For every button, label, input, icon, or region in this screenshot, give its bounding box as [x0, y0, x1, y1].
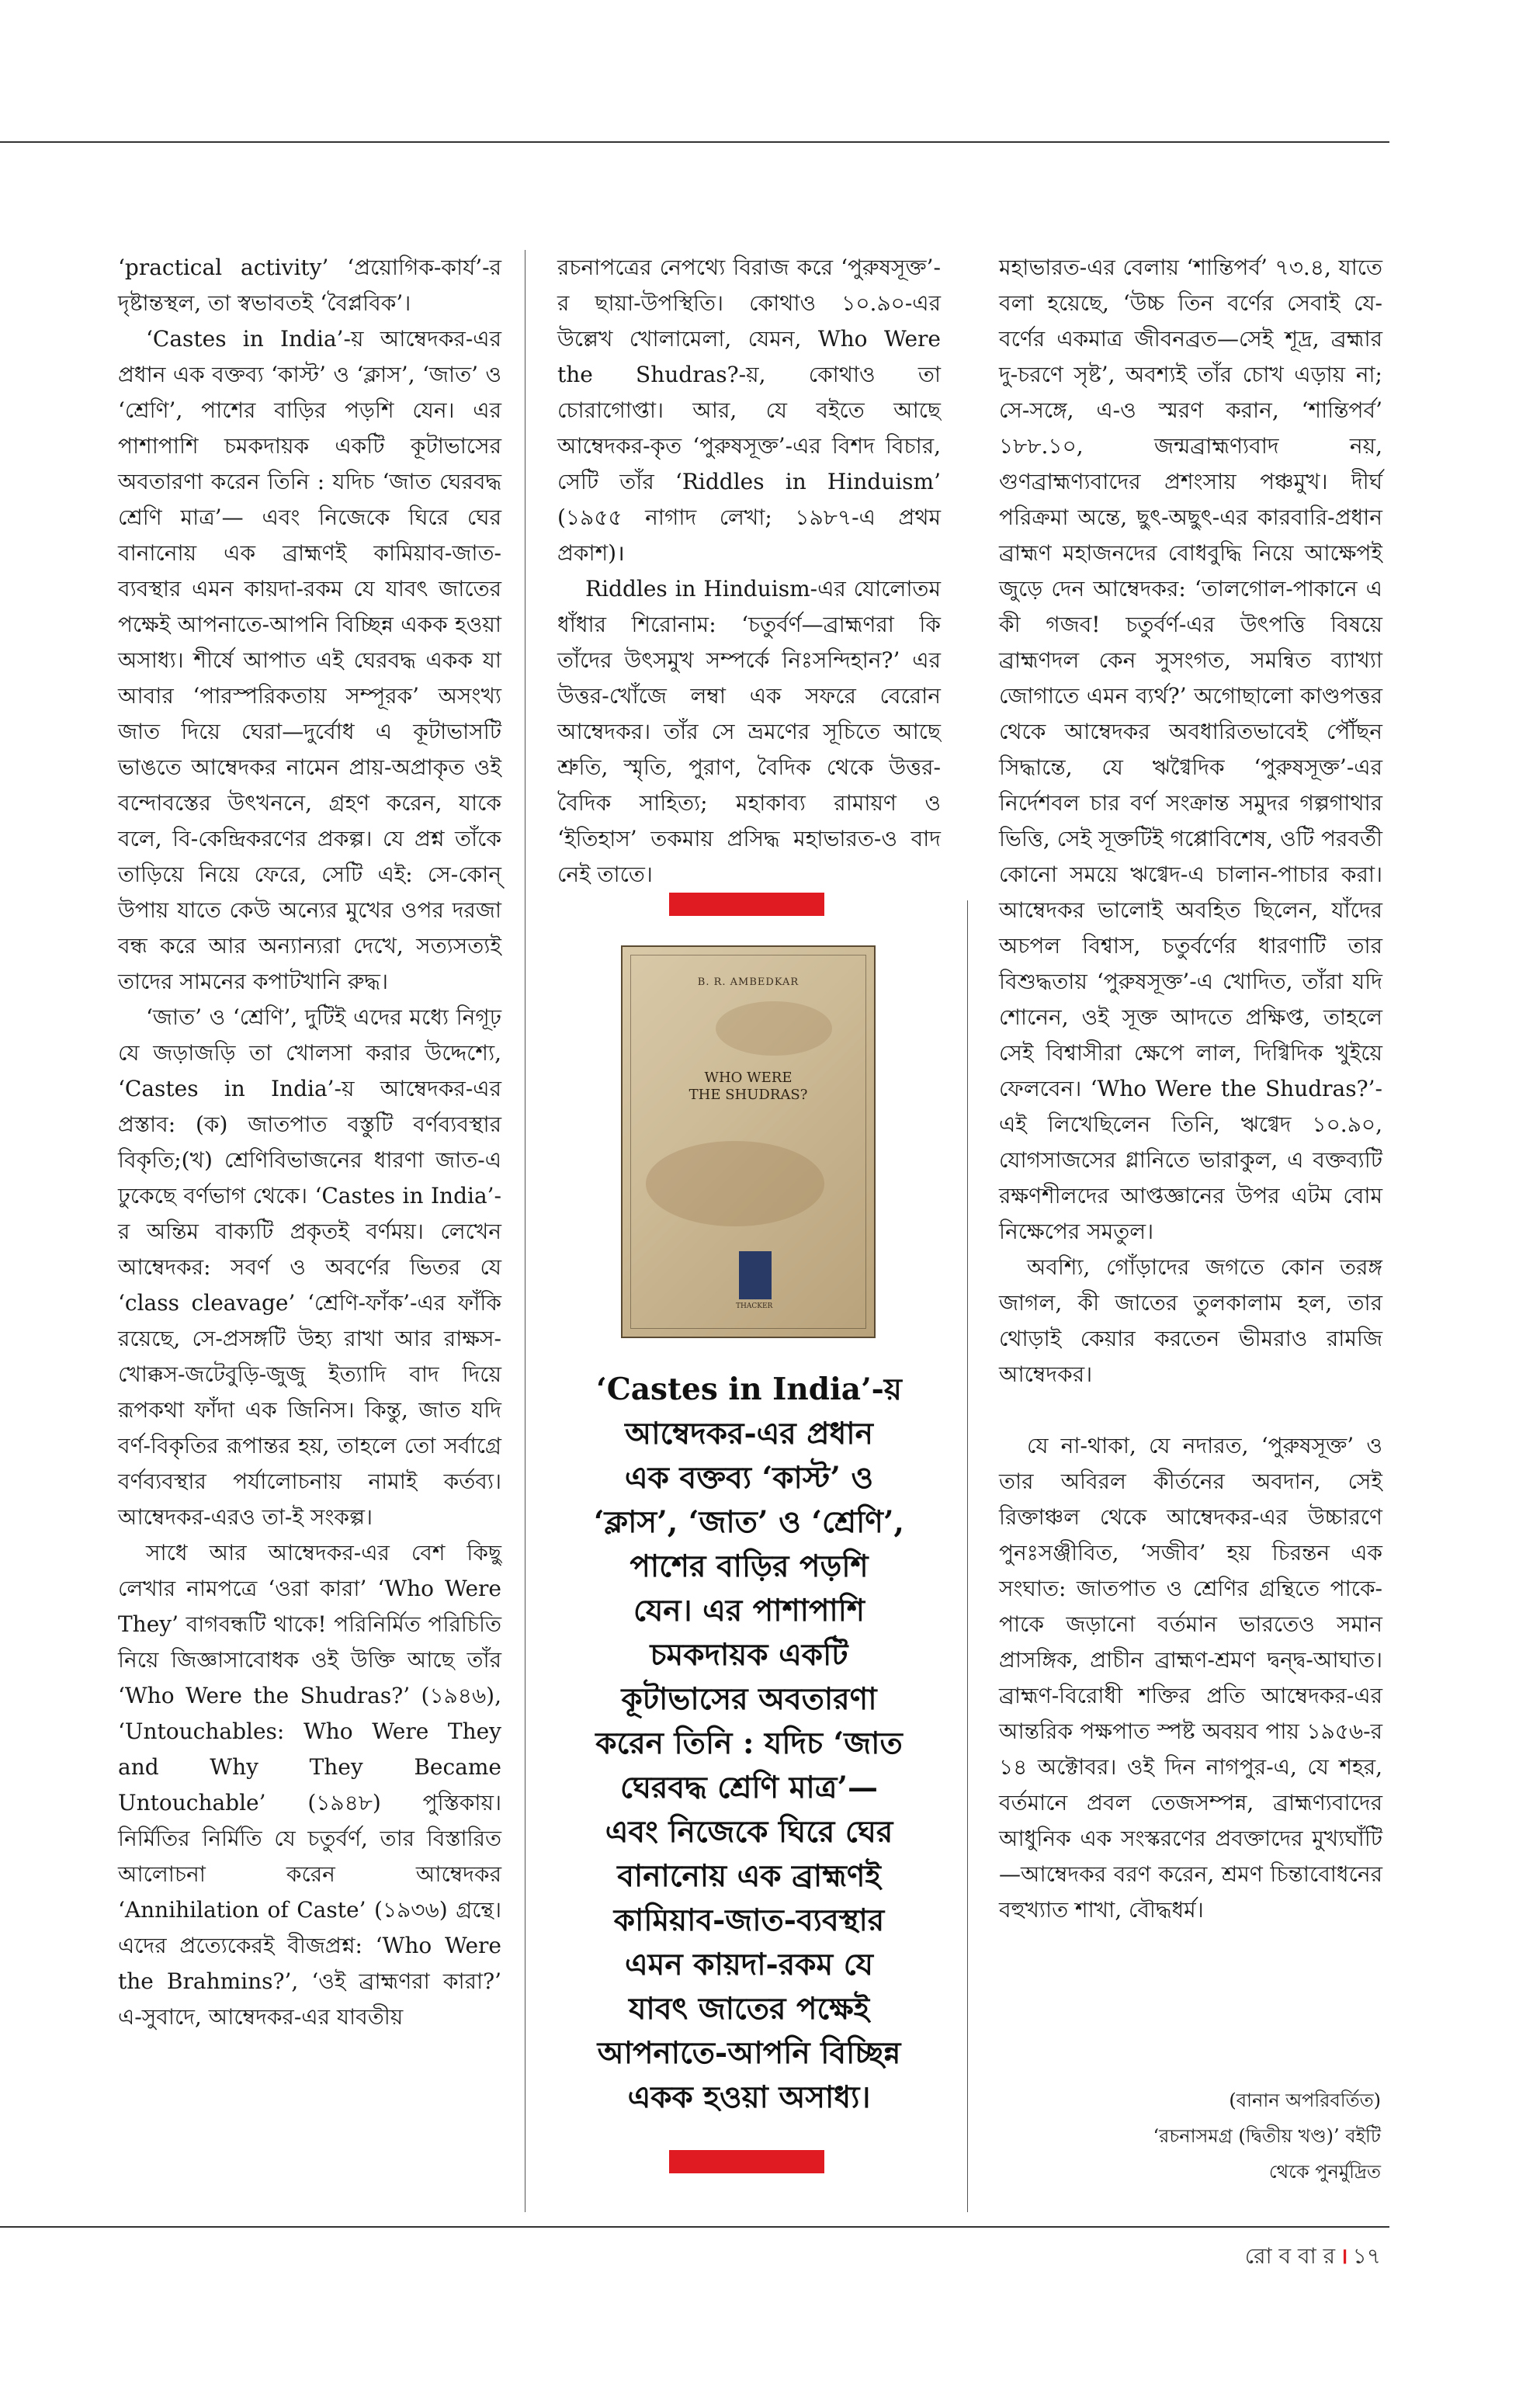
- col1-para-1: ‘practical activity’ ‘প্রয়োগিক-কার্য’-র দৃষ্টান্তস্থল, তা স্বভাবতই ‘বৈপ্লবিক’।: [118, 255, 501, 316]
- col2-para-1: রচনাপত্রের নেপথ্যে বিরাজ করে ‘পুরুষসূক্ত’-র ছায়া-উপস্থিতি। কোথাও ১০.৯০-এর উল্লেখ খোলামেলা, যেমন, Who Were the Shudras?-য়, কোথাও তা চোরাগোপ্তা। আর, যে বইতে আছে আম্বেদকর-কৃত ‘পুরুষসূক্ত’-এর বিশদ বিচার, সেটি তাঁর ‘Riddles in Hinduism’ (১৯৫৫ নাগাদ লেখা; ১৯৮৭-এ প্রথম প্রকাশ)।: [557, 255, 941, 566]
- pull-quote-line: এমন কায়দা-রকম যে: [625, 1947, 873, 1982]
- pull-quote-line: চমকদায়ক একটি: [650, 1637, 848, 1673]
- pull-quote-top-bar: [669, 893, 824, 916]
- top-rule: [0, 141, 1389, 143]
- column-3: [999, 250, 1382, 1928]
- pull-quote-line: যাবৎ জাতের পক্ষেই: [628, 1991, 870, 2027]
- credit-line: (বানান অপরিবর্তিত): [1229, 2090, 1381, 2111]
- col1-para-2: ‘Castes in India’-য় আম্বেদকর-এর প্রধান এক বক্তব্য ‘কাস্ট’ ও ‘ক্লাস’, ‘জাত’ ও ‘শ্রেণি’, পাশের বাড়ির পড়শি যেন। এর পাশাপাশি চমকদায়ক একটি কূটাভাসের অবতারণা করেন তিনি : যদিচ ‘জাত ঘেরবদ্ধ শ্রেণি মাত্র’— এবং নিজেকে ঘিরে ঘের বানানোয় এক ব্রাহ্মণই কামিয়াব-জাত-ব্যবস্থার এমন কায়দা-রকম যে যাবৎ জাতের পক্ষেই আপনাতে-আপনি বিচ্ছিন্ন একক হওয়া অসাধ্য। শীর্ষে আপাত এই ঘেরবদ্ধ একক যা আবার ‘পারস্পরিকতায় সম্পূরক’ অসংখ্য জাত দিয়ে ঘেরা—দুর্বোধ এ কূটাভাসটি ভাঙতে আম্বেদকর নামেন প্রায়-অপ্রাকৃত ওই বন্দোবস্তের উৎখননে, গ্রহণ করেন, যাকে বলে, বি-কেন্দ্রিকরণের প্রকল্প। যে প্রশ্ন তাঁকে তাড়িয়ে নিয়ে ফেরে, সেটি এই: সে-কোন্ উপায় যাতে কেউ অন্যের মুখের ওপর দরজা বন্ধ করে আর অন্যান্যরা দেখে, সত্যসত্যই তাদের সামনের কপাটখানি রুদ্ধ।: [118, 326, 501, 994]
- book-author: B. R. AMBEDKAR: [697, 976, 799, 988]
- pull-quote-line: কামিয়াব-জাত-ব্যবস্থার: [613, 1902, 885, 1938]
- column-1: [118, 250, 501, 2035]
- pull-quote-line: আপনাতে-আপনি বিচ্ছিন্ন: [597, 2035, 901, 2071]
- folio-separator: ।: [1340, 2243, 1348, 2269]
- col1-para-3: ‘জাত’ ও ‘শ্রেণি’, দুটিই এদের মধ্যে নিগূঢ় যে জড়াজড়ি তা খোলসা করার উদ্দেশ্যে, ‘Castes in India’-য় আম্বেদকর-এর প্রস্তাব: (ক) জাতপাত বস্তুটি বর্ণব্যবস্থার বিকৃতি;(খ) শ্রেণিবিভাজনের ধারণা জাত-এ ঢুকেছে বর্ণভাগ থেকে। ‘Castes in India’-র অন্তিম বাক্যটি প্রকৃতই বর্ণময়। লেখেন আম্বেদকর: সবর্ণ ও অবর্ণের ভিতর যে ‘class cleavage’ ‘শ্রেণি-ফাঁক’-এর ফাঁকি রয়েছে, সে-প্রসঙ্গটি উহ্য রাখা আর রাক্ষস-খোক্কস-জটেবুড়ি-জুজু ইত্যাদি বাদ দিয়ে রূপকথা ফাঁদা এক জিনিস। কিন্তু, জাত যদি বর্ণ-বিকৃতির রূপান্তর হয়, তাহলে তো সর্বাগ্রে বর্ণব্যবস্থার পর্যালোচনায় নামাই কর্তব্য। আম্বেদকর-এরও তা-ই সংকল্প।: [118, 1004, 501, 1530]
- reprint-credit: [1153, 2083, 1381, 2190]
- credit-line: থেকে পুনর্মুদ্রিত: [1268, 2161, 1381, 2183]
- pull-quote: [574, 1368, 924, 2120]
- pull-quote-line: কূটাভাসের অবতারণা: [621, 1681, 877, 1717]
- book-title: [623, 1070, 874, 1104]
- pull-quote-line: এক বক্তব্য ‘কাস্ট’ ও: [624, 1460, 874, 1496]
- book-stain: [646, 1141, 824, 1226]
- page-folio: [1245, 2239, 1381, 2276]
- pull-quote-line: বানানোয় এক ব্রাহ্মণই: [617, 1858, 881, 1894]
- column-divider-2: [967, 900, 968, 2212]
- col3-para-1: মহাভারত-এর বেলায় ‘শান্তিপর্ব’ ৭৩.৪, যাতে বলা হয়েছে, ‘উচ্চ তিন বর্ণের সেবাই যে-বর্ণের একমাত্র জীবনব্রত—সেই শূদ্র, ব্রহ্মার দু-চরণে সৃষ্ট’, অবশ্যই তাঁর চোখ এড়ায় না; সে-সঙ্গে, এ-ও স্মরণ করান, ‘শান্তিপর্ব’ ১৮৮.১০, জন্মব্রাহ্মণ্যবাদ নয়, গুণব্রাহ্মণ্যবাদের প্রশংসায় পঞ্চমুখ। দীর্ঘ পরিক্রমা অন্তে, ছুৎ-অছুৎ-এর কারবারি-প্রধান ব্রাহ্মণ মহাজনদের বোধবুদ্ধি নিয়ে আক্ষেপই জুড়ে দেন আম্বেদকর: ‘তালগোল-পাকানে এ কী গজব! চতুর্বর্ণ-এর উৎপত্তি বিষয়ে ব্রাহ্মণদল কেন সুসংগত, সমন্বিত ব্যাখ্যা জোগাতে এমন ব্যর্থ?’ অগোছালো কাণ্ডপত্তর থেকে আম্বেদকর অবধারিতভাবেই পৌঁছন সিদ্ধান্তে, যে ঋগ্বৈদিক ‘পুরুষসূক্ত’-এর নির্দেশবল চার বর্ণ সংক্রান্ত সমুদর গল্পগাথার ভিত্তি, সেই সূক্তটিই গপ্পোবিশেষ, ওটি পরবর্তী কোনো সময়ে ঋগ্বেদ-এ চালান-পাচার করা। আম্বেদকর ভালোই অবহিত ছিলেন, যাঁদের অচপল বিশ্বাস, চতুর্বর্ণের ধারণাটি তার বিশুদ্ধতায় ‘পুরুষসূক্ত’-এ খোদিত, তাঁরা যদি শোনেন, ওই সূক্ত আদতে প্রক্ষিপ্ত, তাহলে সেই বিশ্বাসীরা ক্ষেপে লাল, দিগ্বিদিক খুইয়ে ফেলবেন। ‘Who Were the Shudras?’-এই লিখেছিলেন তিনি, ঋগ্বেদ ১০.৯০, যোগসাজসের গ্লানিতে ভারাকুল, এ বক্তব্যটি রক্ষণশীলদের আপ্তজ্ঞানের উপর এটম বোম নিক্ষেপের সমতুল।: [999, 255, 1382, 1244]
- pull-quote-line: একক হওয়া অসাধ্য।: [627, 2079, 871, 2115]
- book-title-line: WHO WERE: [704, 1070, 793, 1086]
- col3-para-2: অবশ্যি, গোঁড়াদের জগতে কোন তরঙ্গ জাগল, কী জাতের তুলকালাম হল, তার থোড়াই কেয়ার করতেন ভীমরাও রামজি আম্বেদকর।: [999, 1254, 1382, 1387]
- book-stain: [716, 1001, 832, 1056]
- credit-line: ‘রচনাসমগ্র (দ্বিতীয় খণ্ড)’ বইটি: [1153, 2125, 1381, 2147]
- pull-quote-line: ‘Castes in India’-য়: [596, 1372, 902, 1407]
- pull-quote-line: ‘ক্লাস’, ‘জাত’ ও ‘শ্রেণি’,: [593, 1504, 905, 1540]
- pull-quote-bottom-bar: [669, 2150, 824, 2173]
- pull-quote-line: করেন তিনি : যদিচ ‘জাত: [595, 1725, 903, 1761]
- publisher-logo-icon: [739, 1251, 772, 1299]
- col2-para-2: Riddles in Hinduism-এর যোলোতম ধাঁধার শিরোনাম: ‘চতুর্বর্ণ—ব্রাহ্মণরা কি তাঁদের উৎসমুখ সম্পর্কে নিঃসন্দিহান?’ এর উত্তর-খোঁজে লম্বা এক সফরে বেরোন আম্বেদকর। তাঁর সে ভ্রমণের সূচিতে আছে শ্রুতি, স্মৃতি, পুরাণ, বৈদিক থেকে উত্তর-বৈদিক সাহিত্য; মহাকাব্য রামায়ণ ও ‘ইতিহাস’ তকমায় প্রসিদ্ধ মহাভারত-ও বাদ নেই তাতে।: [557, 576, 941, 887]
- magazine-name: রো ব বা র: [1244, 2243, 1335, 2269]
- pull-quote-line: যেন। এর পাশাপাশি: [633, 1593, 865, 1628]
- pull-quote-line: আম্বেদকর-এর প্রধান: [625, 1416, 873, 1451]
- book-cover-image: [621, 945, 876, 1338]
- page-number: ১৭: [1352, 2243, 1381, 2269]
- col1-para-4: সাধে আর আম্বেদকর-এর বেশ কিছু লেখার নামপত্রে ‘ওরা কারা’ ‘Who Were They’ বাগবন্ধটি থাকে! পরিনির্মিত পরিচিতি নিয়ে জিজ্ঞাসাবোধক ওই উক্তি আছে তাঁর ‘Who Were the Shudras?’ (১৯৪৬), ‘Untouchables: Who Were They and Why They Became Untouchable’ (১৯৪৮) পুস্তিকায়। নির্মিতির নির্মিতি যে চতুর্বর্ণ, তার বিস্তারিত আলোচনা করেন আম্বেদকর ‘Annihilation of Caste’ (১৯৩৬) গ্রন্থে। এদের প্রত্যেকেরই বীজপ্রশ্ন: ‘Who Were the Brahmins?’, ‘ওই ব্রাহ্মণরা কারা?’ এ-সুবাদে, আম্বেদকর-এর যাবতীয়: [118, 1540, 501, 2030]
- pull-quote-line: এবং নিজেকে ঘিরে ঘের: [605, 1814, 893, 1850]
- book-title-line: THE SHUDRAS?: [688, 1087, 808, 1103]
- bottom-rule: [0, 2226, 1389, 2228]
- col3-para-3: যে না-থাকা, যে নদারত, ‘পুরুষসূক্ত’ ও তার অবিরল কীর্তনের অবদান, সেই রিক্তাঞ্চল থেকে আম্বেদকর-এর উচ্চারণে পুনঃসঞ্জীবিত, ‘সজীব’ হয় চিরন্তন এক সংঘাত: জাতপাত ও শ্রেণির গ্রন্থিতে পাকে-পাকে জড়ানো বর্তমান ভারতেও সমান প্রাসঙ্গিক, প্রাচীন ব্রাহ্মণ-শ্রমণ দ্বন্দ্ব-আঘাত। ব্রাহ্মণ-বিরোধী শক্তির প্রতি আম্বেদকর-এর আন্তরিক পক্ষপাত স্পষ্ট অবয়ব পায় ১৯৫৬-র ১৪ অক্টোবর। ওই দিন নাগপুর-এ, যে শহর, বর্তমানে প্রবল তেজসম্পন্ন, ব্রাহ্মণ্যবাদের আধুনিক এক সংস্করণের প্রবক্তাদের মুখ্যঘাঁটি—আম্বেদকর বরণ করেন, শ্রমণ চিন্তাবোধনের বহুখ্যাত শাখা, বৌদ্ধধর্ম।: [999, 1433, 1382, 1923]
- pull-quote-line: পাশের বাড়ির পড়শি: [630, 1549, 869, 1584]
- pull-quote-line: ঘেরবদ্ধ শ্রেণি মাত্র’—: [620, 1770, 878, 1805]
- publisher-name: THACKER: [736, 1302, 773, 1310]
- column-2: [557, 250, 941, 893]
